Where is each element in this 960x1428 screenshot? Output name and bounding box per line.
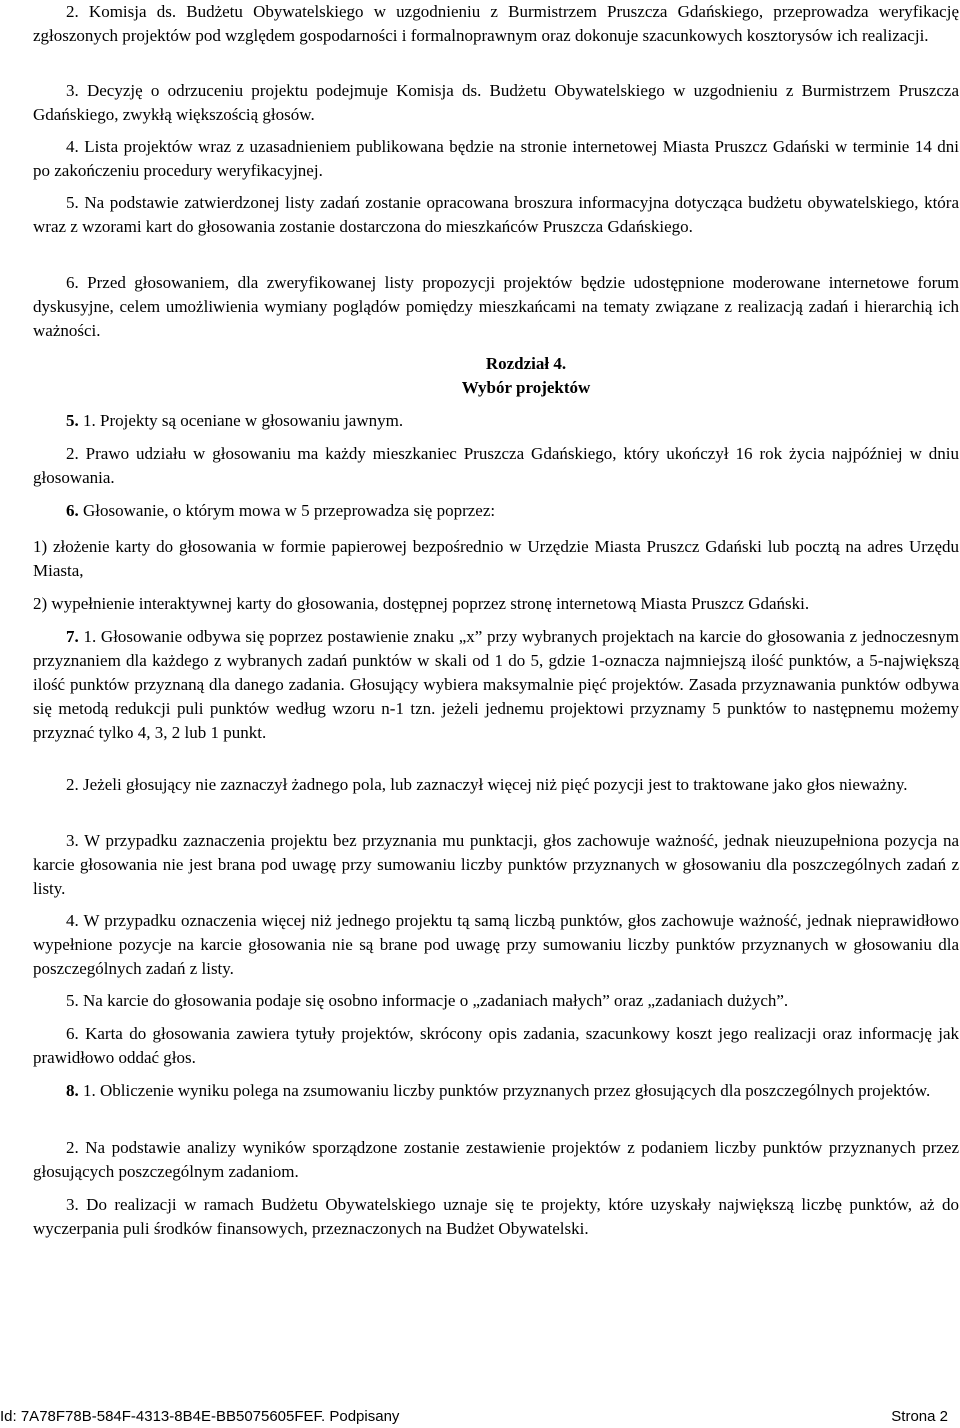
section-7-para-6: 6. Karta do głosowania zawiera tytuły projektów, skrócony opis zadania, szacunkowy koszt jego realizacji oraz informację jak prawidłowo oddać głos.: [33, 1024, 959, 1067]
section-7-para-4: 4. W przypadku oznaczenia więcej niż jednego projektu tą samą liczbą punktów, głos zachowuje ważność, jednak nieprawidłowo wypełnione pozycje na karcie głosowania nie są brane pod uwagę przy sumowaniu liczby punktów przyznanych w głosowaniu dla poszczególnych zadań z listy.: [33, 911, 959, 978]
section-7-para-3: 3. W przypadku zaznaczenia projektu bez przyznania mu punktacji, głos zachowuje ważność, jednak nieuzupełniona pozycja na karcie głosowania nie jest brana pod uwagę przy sumowaniu liczby punktów przyznanych w głosowaniu dla poszczególnych zadań z listy.: [33, 831, 959, 898]
section-5-para-2: 2. Prawo udziału w głosowaniu ma każdy mieszkaniec Pruszcza Gdańskiego, który ukończył 16 rok życia najpóźniej w dniu głosowania.: [33, 444, 959, 487]
section-6-item-1: 1) złożenie karty do głosowania w formie papierowej bezpośrednio w Urzędzie Miasta Pruszcz Gdański lub pocztą na adres Urzędu Miasta,: [33, 537, 959, 580]
page-number: Strona 2: [891, 1408, 948, 1425]
paragraph-5: 5. Na podstawie zatwierdzonej listy zadań zostanie opracowana broszura informacyjna dotycząca budżetu obywatelskiego, która wraz z wzorami kart do głosowania zostanie dostarczona do mieszkańców Pruszcza Gdańskiego.: [33, 193, 959, 236]
section-8-para-2: 2. Na podstawie analizy wyników sporządzone zostanie zestawienie projektów z podaniem liczby punktów przyznanych przez głosujących poszczególnym zadaniom.: [33, 1138, 959, 1181]
section-6-intro-text: Głosowanie, o którym mowa w 5 przeprowadza się poprzez:: [78, 501, 496, 520]
section-5-text-1: 1. Projekty są oceniane w głosowaniu jawnym.: [78, 411, 404, 430]
section-6-item-2: 2) wypełnienie interaktywnej karty do głosowania, dostępnej poprzez stronę internetową Miasta Pruszcz Gdański.: [33, 594, 810, 613]
page-footer: [0, 1408, 948, 1425]
section-7-para-2: 2. Jeżeli głosujący nie zaznaczył żadnego pola, lub zaznaczył więcej niż pięć pozycji jest to traktowane jako głos nieważny.: [66, 775, 908, 794]
paragraph-6: 6. Przed głosowaniem, dla zweryfikowanej listy propozycji projektów będzie udostępnione moderowane internetowe forum dyskusyjne, celem umożliwienia wymiany poglądów pomiędzy mieszkańcami na tematy związane z realizacją zadań i hierarchią ich ważności.: [33, 273, 959, 340]
paragraph-3: 3. Decyzję o odrzuceniu projektu podejmuje Komisja ds. Budżetu Obywatelskiego w uzgodnieniu z Burmistrzem Pruszcza Gdańskiego, zwykłą większością głosów.: [33, 81, 959, 124]
section-7-para-1: [33, 625, 959, 745]
section-6-mark: 6.: [66, 501, 79, 520]
chapter-title: Wybór projektów: [461, 378, 591, 397]
paragraph-2: 2. Komisja ds. Budżetu Obywatelskiego w uzgodnieniu z Burmistrzem Pruszcza Gdańskiego, przeprowadza weryfikację zgłoszonych projektów pod względem gospodarności i formalnoprawnym oraz dokonuje szacunkowych kosztorysów ich realizacji.: [33, 2, 959, 45]
section-8-para-1: [33, 1079, 959, 1103]
paragraph-4: 4. Lista projektów wraz z uzasadnieniem publikowana będzie na stronie internetowej Miasta Pruszcz Gdański w terminie 14 dni po zakończeniu procedury weryfikacyjnej.: [33, 137, 959, 180]
chapter-heading: [33, 352, 959, 400]
section-8-para-3: 3. Do realizacji w ramach Budżetu Obywatelskiego uznaje się te projekty, które uzyskały największą liczbę punktów, aż do wyczerpania puli środków finansowych, przeznaczonych na Budżet Obywatelski.: [33, 1195, 959, 1238]
document-id: Id: 7A78F78B-584F-4313-8B4E-BB5075605FEF. Podpisany: [0, 1408, 400, 1425]
section-7-text-1: 1. Głosowanie odbywa się poprzez postawienie znaku „x” przy wybranych projektach na karcie do głosowania z jednoczesnym przyznaniem dla każdego z wybranych zadań punktów w skali od 1 do 5, gdzie 1-oznacza najmniejszą ilość punktów, a 5-największą ilość punktów przyznaną dla danego zadania. Głosujący wybiera maksymalnie pięć projektów. Zasada przyznawania punktów odbywa się metodą redukcji puli punktów według wzoru n-1 tzn. jeżeli jednemu projektowi przyznamy 5 punktów to następnemu możemy przyznać tylko 4, 3, 2 lub 1 punkt.: [33, 627, 959, 742]
section-7-para-5: 5. Na karcie do głosowania podaje się osobno informacje o „zadaniach małych” oraz „zadaniach dużych”.: [66, 991, 789, 1010]
chapter-number: Rozdział 4.: [485, 354, 567, 373]
section-7-mark: 7.: [66, 627, 79, 646]
section-6-intro: [33, 499, 959, 523]
section-8-text-1: 1. Obliczenie wyniku polega na zsumowaniu liczby punktów przyznanych przez głosujących dla poszczególnych projektów.: [78, 1081, 931, 1100]
section-5-mark: 5.: [66, 411, 79, 430]
section-5-para-1: [33, 409, 959, 433]
section-8-mark: 8.: [66, 1081, 79, 1100]
